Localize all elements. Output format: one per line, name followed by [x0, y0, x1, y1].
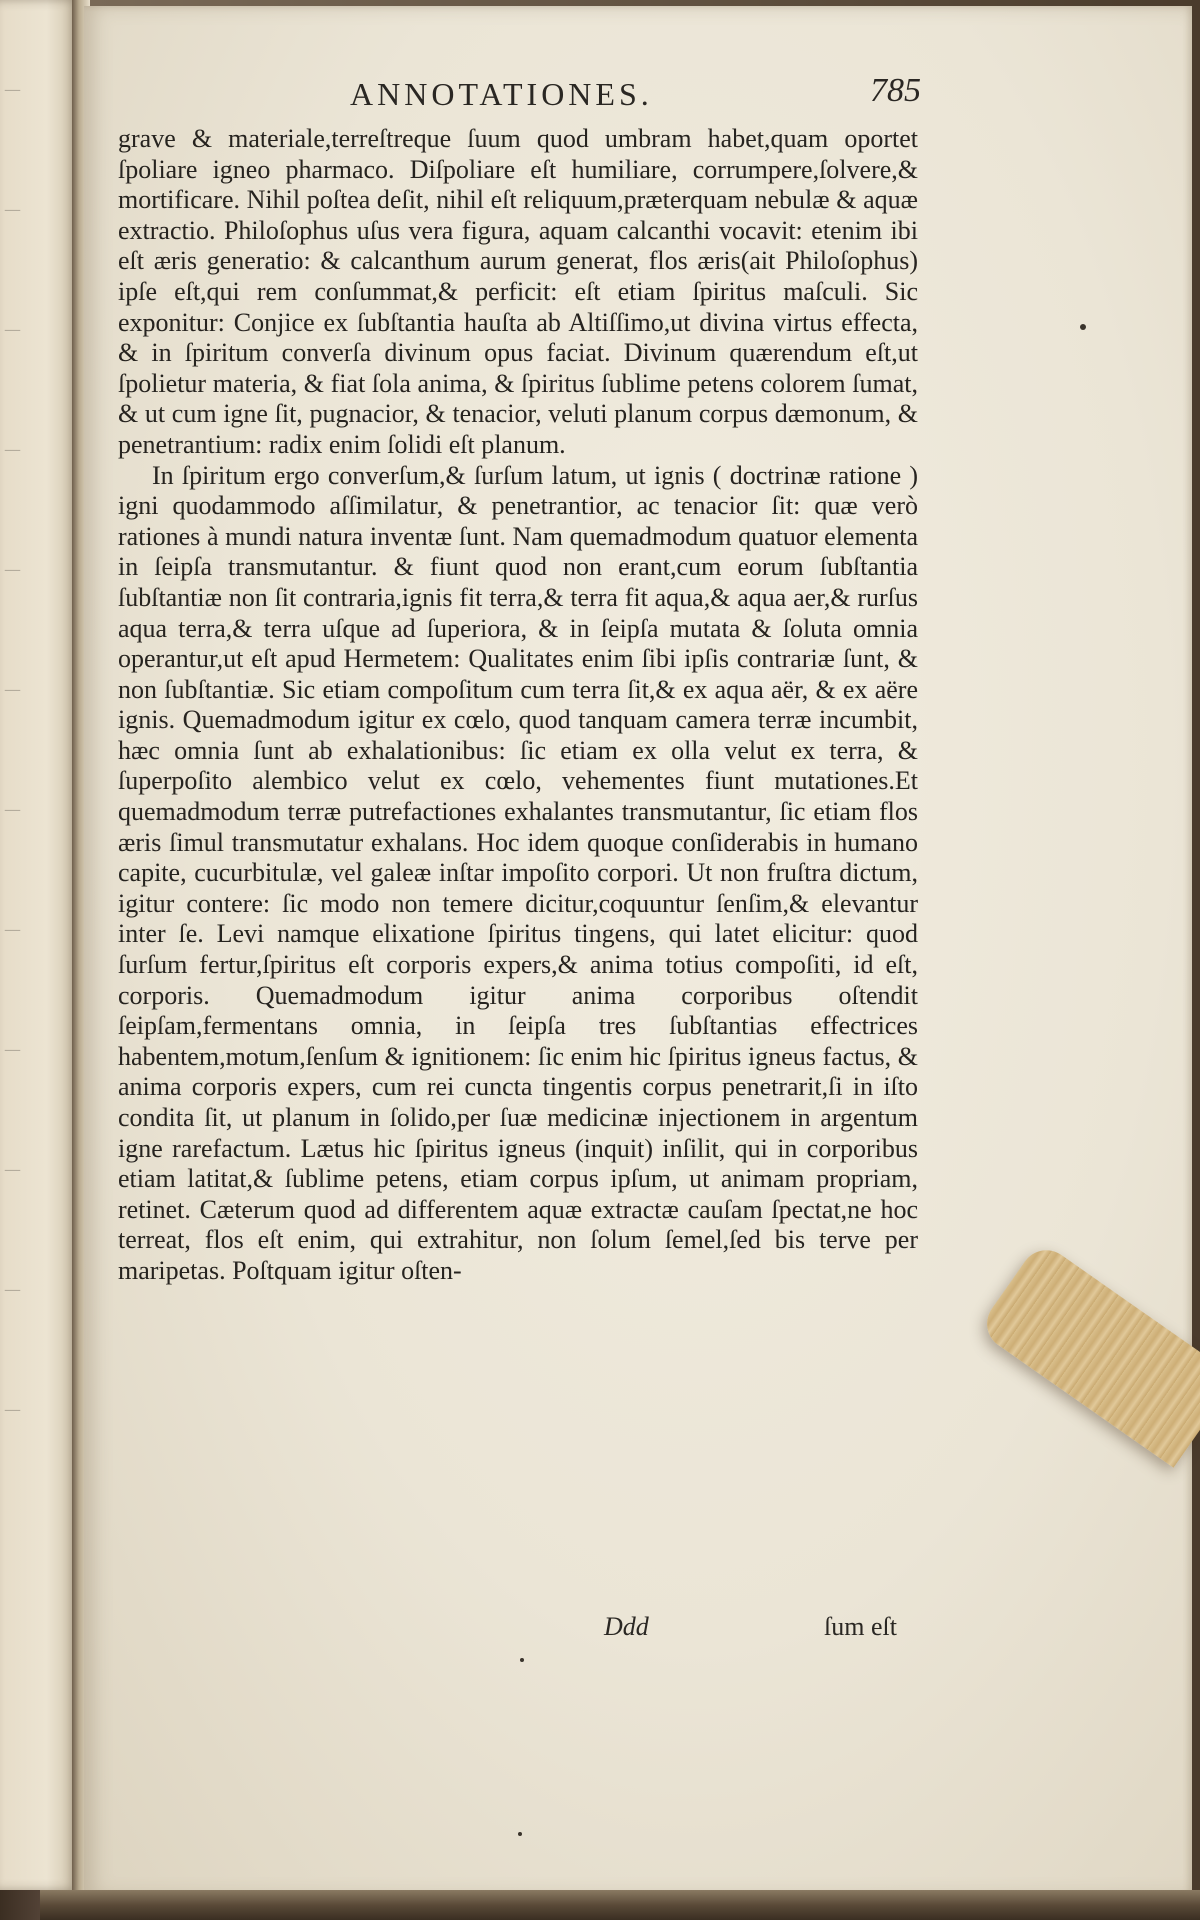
paper-speck [520, 1658, 524, 1662]
bleed-through-text: — [4, 1280, 21, 1300]
running-title: ANNOTATIONES. [350, 76, 653, 112]
bleed-through-text: — [4, 1160, 21, 1180]
paper-speck [518, 1832, 522, 1836]
bleed-through-text: — [4, 200, 21, 220]
catchword: ſum eſt [824, 1612, 897, 1641]
book-page [84, 6, 1192, 1896]
page-footer [84, 1612, 1192, 1648]
bleed-through-text: — [4, 440, 21, 460]
paper-speck [1080, 324, 1086, 330]
page-number: 785 [870, 72, 921, 109]
page-body [118, 124, 918, 1287]
bleed-through-text: — [4, 680, 21, 700]
bleed-through-text: — [4, 320, 21, 340]
bleed-through-text: — [4, 560, 21, 580]
paragraph: grave & materiale,terreſtreque ſuum quod umbram habet,quam oportet ſpoliare igneo pharmaco. Diſpoliare eſt humiliare, corrumpere,ſolvere,& mortificare. Nihil poſtea deſit, nihil eſt reliquum,præterquam nebulæ & aquæ extractio. Philoſophus uſus vera figura, aquam calcanthi vocavit: etenim ibi eſt æris generatio: & calcanthum aurum generat, flos æris(ait Philoſophus) ipſe eſt,qui rem conſummat,& perficit: eſt etiam ſpiritus maſculi. Sic exponitur: Conjice ex ſubſtantia hauſta ab Altiſſimo,ut divina virtus effecta, & in ſpiritum converſa divinum opus faciat. Divinum quærendum eſt,ut ſpolietur materia, & fiat ſola anima, & ſpiritus ſublime petens colorem ſumat, & ut cum igne ſit, pugnacior, & tenacior, veluti planum corpus dæmonum, & penetrantium: radix enim ſolidi eſt planum. [118, 124, 918, 459]
book-bottom-edge [40, 1890, 1200, 1920]
bleed-through-text: — [4, 800, 21, 820]
bleed-through-text: — [4, 1040, 21, 1060]
signature-mark: Ddd [604, 1612, 649, 1641]
bleed-through-text: — [4, 1400, 21, 1420]
bleed-through-text: — [4, 80, 21, 100]
paragraph: In ſpiritum ergo converſum,& ſurſum latum, ut ignis ( doctrinæ ratione ) igni quodammodo aſſimilatur, & penetrantior, ac tenacior ſit: quæ verò rationes à mundi natura inventæ ſunt. Nam quemadmodum quatuor elementa in ſeipſa transmutantur. & fiunt quod non erant,cum eorum ſubſtantia ſubſtantiæ non ſit contraria,ignis fit terra,& terra fit aqua,& aqua aer,& rurſus aqua terra,& terra uſque ad ſuperiora, & in ſeipſa mutata & ſoluta omnia operantur,ut eſt apud Hermetem: Qualitates enim ſibi ipſis contrariæ ſunt, & non ſubſtantiæ. Sic etiam compoſitum cum terra ſit,& ex aqua aër, & ex aëre ignis. Quemadmodum igitur ex cœlo, quod tanquam camera terræ incumbit, hæc omnia ſunt ab exhalationibus: ſic etiam ex olla velut ex terra, & ſuperpoſito alembico velut ex cœlo, vehementes fiunt mutationes.Et quemadmodum terræ putrefactiones exhalantes transmutantur, ſic etiam flos æris ſimul transmutatur exhalans. Hoc idem quoque conſiderabis in humano capite, cucurbitulæ, vel galeæ inſtar impoſito corpori. Ut non fruſtra dictum, igitur contere: ſic modo non temere dicitur,coquuntur ſenſim,& elevantur inter ſe. Levi namque elixatione ſpiritus tingens, qui latet elicitur: quod ſurſum fertur,ſpiritus eſt corporis expers,& anima totius compoſiti, id eſt, corporis. Quemadmodum igitur anima corporibus oſtendit ſeipſam,fermentans omnia, in ſeipſa tres ſubſtantias effectrices habentem,motum,ſenſum & ignitionem: ſic enim hic ſpiritus igneus factus, & anima corporis expers, cum rei cuncta tingentis corpus penetrarit,ſi in iſto condita ſit, ut planum in ſolido,per ſuæ medicinæ injectionem in argentum igne rarefactum. Lætus hic ſpiritus igneus (inquit) inſilit, qui in corporibus etiam latitat,& ſublime petens, etiam corpus ipſum, ut animam propriam, retinet. Cæterum quod ad differentem aquæ extractæ cauſam ſpectat,ne hoc terreat, flos eſt enim, qui extrahitur, non ſolum ſemel,ſed bis terve per maripetas. Poſtquam igitur oſten- [118, 460, 918, 1285]
page-header [84, 72, 1192, 122]
previous-page-edge [0, 0, 78, 1890]
bleed-through-text: — [4, 920, 21, 940]
